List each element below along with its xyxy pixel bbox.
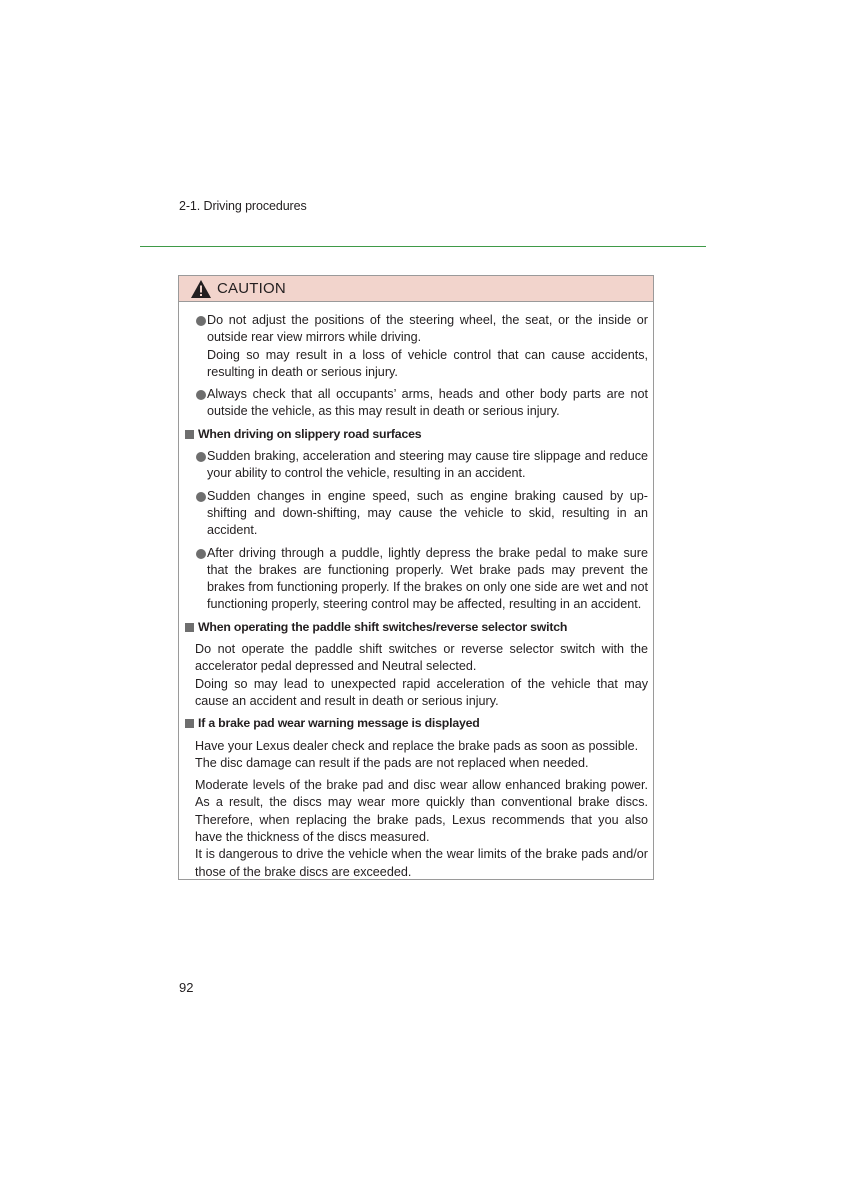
section-divider — [140, 246, 706, 247]
square-bullet-icon — [185, 430, 194, 439]
bullet-item — [183, 312, 648, 381]
bullet-text: Do not adjust the positions of the steering wheel, the seat, or the inside or outside rear view mirrors while driving. — [207, 313, 648, 345]
subheading-text: When operating the paddle shift switches/reverse selector switch — [198, 619, 568, 634]
caution-box — [178, 275, 654, 880]
square-bullet-icon — [185, 719, 194, 728]
subheading-text: When driving on slippery road surfaces — [198, 426, 422, 441]
bullet-item — [183, 488, 648, 540]
paragraph — [183, 777, 648, 881]
bullet-item — [183, 448, 648, 483]
bullet-dot-icon — [196, 492, 206, 502]
bullet-dot-icon — [196, 452, 206, 462]
bullet-continuation: Doing so may result in a loss of vehicle control that can cause accidents, resulting in death or serious injury. — [207, 347, 648, 379]
paragraph-line: The disc damage can result if the pads are not replaced when needed. — [195, 755, 589, 770]
bullet-item — [183, 545, 648, 614]
subheading-brake-pad — [183, 715, 648, 732]
bullet-dot-icon — [196, 549, 206, 559]
bullet-text: After driving through a puddle, lightly depress the brake pedal to make sure that the brakes are functioning properly. Wet brake pads may prevent the brakes from functioning properly. If the brakes on only one side are wet and not functioning properly, steering control may be affected, resulting in an accident. — [207, 545, 648, 612]
paragraph — [183, 738, 648, 773]
caution-body — [179, 302, 653, 881]
paragraph-line: Moderate levels of the brake pad and disc wear allow enhanced braking power. As a result, the discs may wear more quickly than conventional brake discs. Therefore, when replacing the brake pads, Lexus recommends that you also have the thickness of the discs measured. — [195, 778, 648, 845]
subheading-text: If a brake pad wear warning message is displayed — [198, 716, 480, 731]
subheading-paddle — [183, 619, 648, 636]
bullet-dot-icon — [196, 316, 206, 326]
bullet-dot-icon — [196, 390, 206, 400]
caution-header — [179, 276, 653, 302]
paragraph-line: It is dangerous to drive the vehicle when the wear limits of the brake pads and/or those of the brake discs are exceeded. — [195, 847, 648, 879]
caution-title: CAUTION — [217, 280, 286, 297]
bullet-text: Sudden braking, acceleration and steering may cause tire slippage and reduce your ability to control the vehicle, resulting in an accident. — [207, 449, 648, 481]
section-header: 2-1. Driving procedures — [179, 199, 307, 213]
bullet-item — [183, 386, 648, 421]
paragraph-line: Doing so may lead to unexpected rapid acceleration of the vehicle that may cause an accident and result in death or serious injury. — [195, 676, 648, 708]
square-bullet-icon — [185, 623, 194, 632]
subheading-slippery — [183, 426, 648, 443]
paragraph-line: Have your Lexus dealer check and replace the brake pads as soon as possible. — [195, 738, 639, 753]
page-number: 92 — [179, 980, 194, 995]
bullet-text: Sudden changes in engine speed, such as engine braking caused by up-shifting and down-shifting, may cause the vehicle to skid, resulting in an accident. — [207, 488, 648, 538]
warning-triangle-icon — [190, 279, 212, 299]
paragraph — [183, 641, 648, 710]
paragraph-line: Do not operate the paddle shift switches or reverse selector switch with the accelerator pedal depressed and Neutral selected. — [195, 642, 648, 674]
bullet-text: Always check that all occupants’ arms, heads and other body parts are not outside the vehicle, as this may result in death or serious injury. — [207, 387, 648, 419]
